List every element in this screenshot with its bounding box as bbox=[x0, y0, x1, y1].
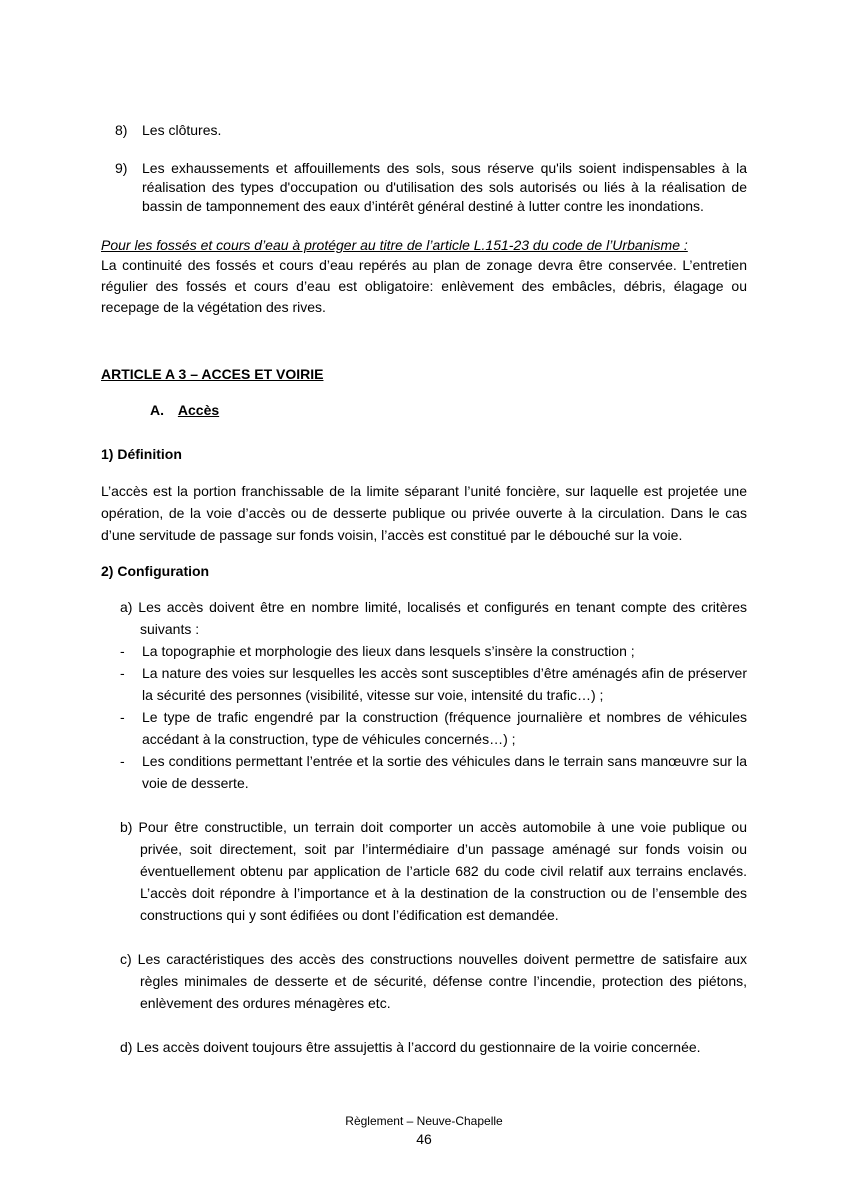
dash-item-text: Les conditions permettant l’entrée et la sortie des véhicules dans le terrain sans manœuvre sur la voie de desserte. bbox=[142, 753, 747, 791]
dash-marker: - bbox=[120, 643, 125, 659]
item-c bbox=[120, 948, 747, 1014]
item-a bbox=[120, 596, 747, 640]
item-a-text: a) Les accès doivent être en nombre limité, localisés et configurés en tenant compte des critères suivants : bbox=[120, 599, 747, 637]
item-d-text: d) Les accès doivent toujours être assujettis à l’accord du gestionnaire de la voirie concernée. bbox=[120, 1039, 701, 1055]
configuration-heading: 2) Configuration bbox=[101, 563, 210, 579]
definition-heading: 1) Définition bbox=[101, 446, 182, 462]
list-item-number: 9) bbox=[115, 160, 128, 176]
dash-item bbox=[120, 662, 747, 706]
dash-marker: - bbox=[120, 753, 125, 769]
list-item bbox=[115, 159, 747, 216]
page-number: 46 bbox=[416, 1131, 432, 1147]
article-title: ARTICLE A 3 – ACCES ET VOIRIE bbox=[101, 366, 324, 382]
section-title: Accès bbox=[177, 402, 220, 418]
fosses-heading: Pour les fossés et cours d’eau à protéger au titre de l’article L.151-23 du code de l’Urbanisme : bbox=[101, 237, 688, 253]
dash-item bbox=[120, 750, 747, 794]
definition-text: L’accès est la portion franchissable de la limite séparant l’unité foncière, sur laquelle est projetée une opération, de la voie d’accès ou de desserte publique ou privée ouverte à la circulation. Dans le cas d’une servitude de passage sur fonds voisin, l’accès est constitué par le débouché sur la voie. bbox=[101, 483, 747, 543]
item-b-text: b) Pour être constructible, un terrain doit comporter un accès automobile à une voie publique ou privée, soit directement, soit par l’intermédiaire d’un passage aménagé sur fonds voisin ou éventuellement obtenu par application de l’article 682 du code civil relatif aux terrains enclavés. L’accès doit répondre à l’importance et à la destination de la construction ou de l’ensemble des constructions qui y sont édifiées ou dont l’édification est demandée. bbox=[120, 819, 747, 923]
item-c-text: c) Les caractéristiques des accès des constructions nouvelles doivent permettre de satisfaire aux règles minimales de desserte et de sécurité, défense contre l’incendie, protection des piétons, enlèvement des ordures ménagères etc. bbox=[120, 951, 747, 1011]
list-item-number: 8) bbox=[115, 122, 128, 138]
list-item-text: Les exhaussements et affouillements des sols, sous réserve qu'ils soient indispensables à la réalisation des types d'occupation ou d'utilisation des sols autorisés ou liés à la réalisation de bassin de tamponnement des eaux d’intérêt général destiné à lutter contre les inondations. bbox=[142, 160, 747, 214]
dash-item bbox=[120, 640, 747, 662]
dash-item bbox=[120, 706, 747, 750]
list-item bbox=[115, 121, 747, 140]
section-heading bbox=[150, 400, 219, 420]
footer-title: Règlement – Neuve-Chapelle bbox=[345, 1114, 503, 1128]
item-d bbox=[120, 1036, 747, 1058]
dash-item-text: La topographie et morphologie des lieux dans lesquels s’insère la construction ; bbox=[142, 643, 635, 659]
dash-marker: - bbox=[120, 709, 125, 725]
dash-item-text: Le type de trafic engendré par la construction (fréquence journalière et nombres de véhicules accédant à la construction, type de véhicules concernés…) ; bbox=[142, 709, 747, 747]
list-item-text: Les clôtures. bbox=[142, 122, 222, 138]
fosses-text: La continuité des fossés et cours d’eau repérés au plan de zonage devra être conservée. L’entretien régulier des fossés et cours d’eau est obligatoire: enlèvement des embâcles, débris, élagage ou recepage de la végétation des rives. bbox=[101, 257, 747, 315]
dash-marker: - bbox=[120, 665, 125, 681]
item-b bbox=[120, 816, 747, 926]
dash-item-text: La nature des voies sur lesquelles les accès sont susceptibles d’être aménagés afin de préserver la sécurité des personnes (visibilité, vitesse sur voie, intensité du trafic…) ; bbox=[142, 665, 747, 703]
section-letter: A. bbox=[150, 402, 164, 418]
